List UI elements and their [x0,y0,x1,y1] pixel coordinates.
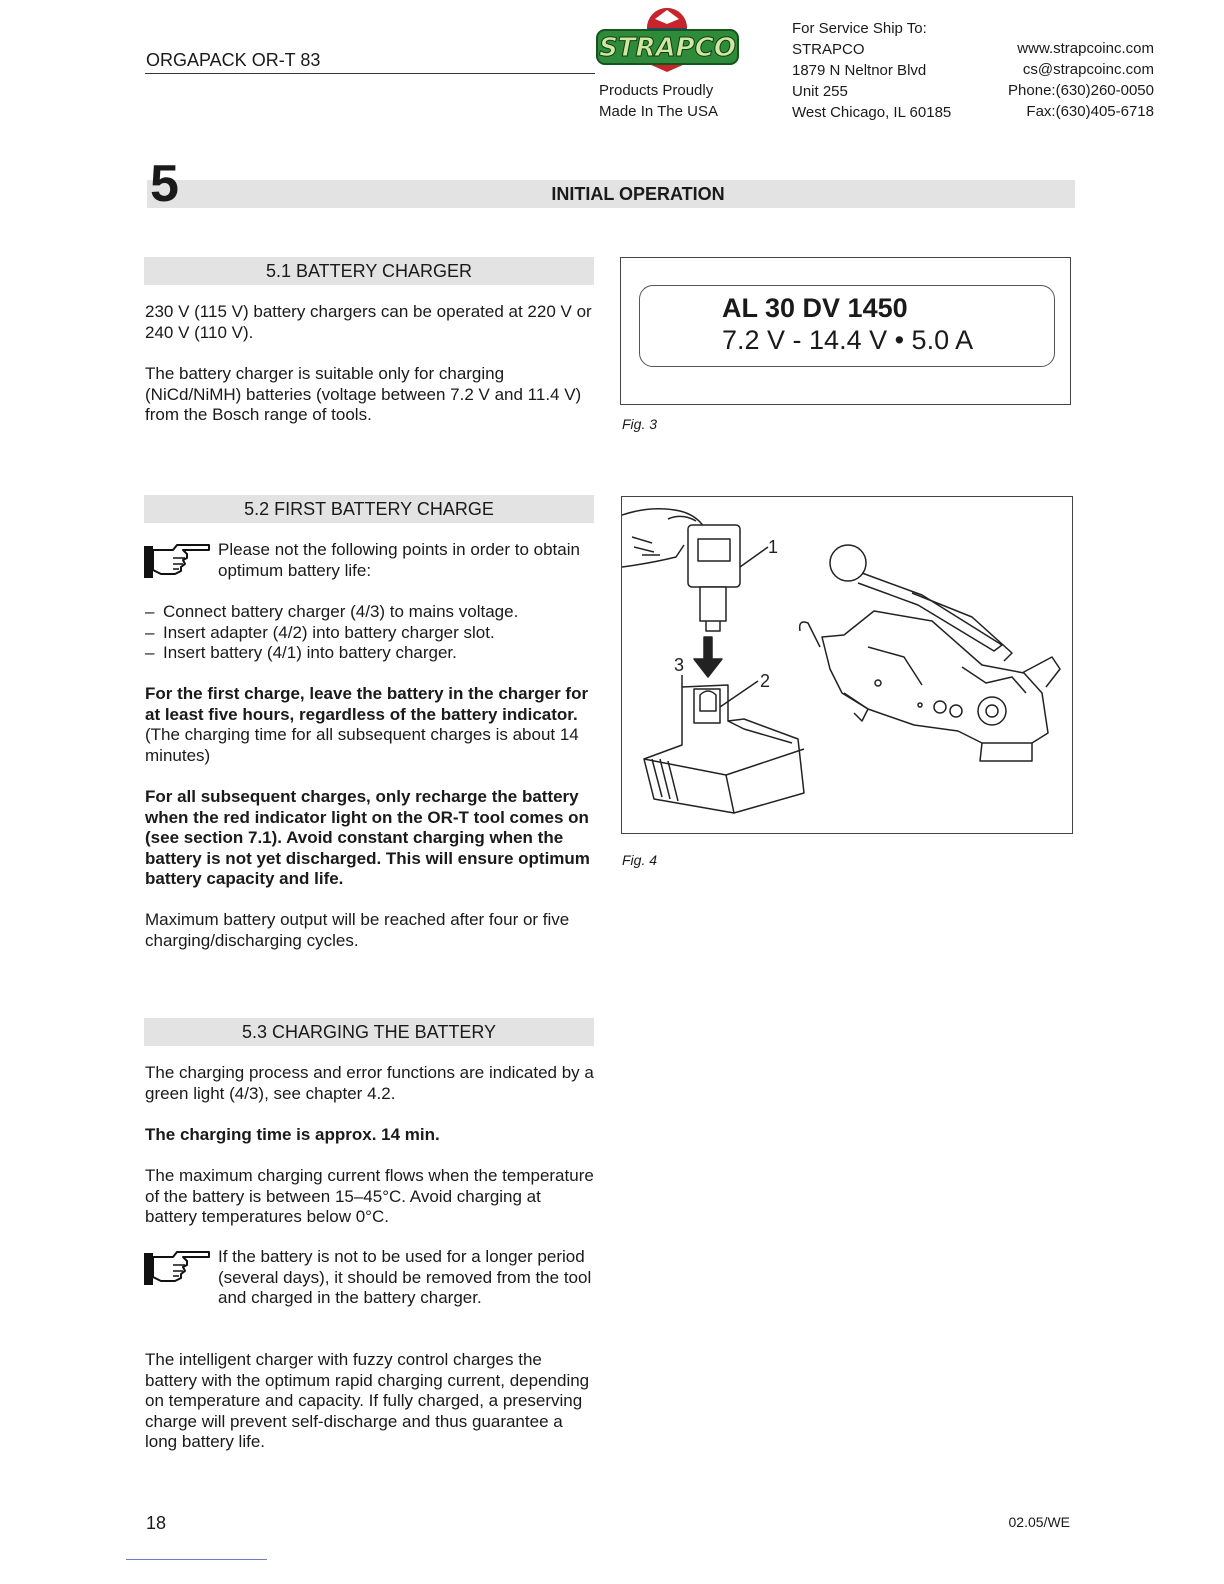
note-text: Please not the following points in order to obtain optimum battery life: [218,540,580,580]
section-heading-5-2: 5.2 FIRST BATTERY CHARGE [144,495,594,523]
pointing-hand-icon [143,1248,211,1288]
service-address: For Service Ship To: STRAPCO 1879 N Neltnor Blvd Unit 255 West Chicago, IL 60185 [792,20,952,121]
pointing-hand-icon [143,541,211,581]
instruction-list [145,602,597,664]
paragraph: The intelligent charger with fuzzy control charges the battery with the optimum rapid charging current, depending on temperature and capacity. If fully charged, a preserving charge will prevent self-discharge and thus guarantee a long battery life. [145,1350,590,1452]
callout-3: 3 [674,655,685,675]
paragraph: The maximum charging current flows when the temperature of the battery is between 15–45°C. Avoid charging at battery temperatures below 0°C. [145,1166,594,1227]
strapco-logo [595,6,740,72]
phone-number: Phone:(630)260-0050 [1008,82,1154,99]
charger-model: AL 30 DV 1450 [722,293,908,323]
chapter-number: 5 [150,155,179,213]
logo-caption: Products Proudly Made In The USA [599,82,718,120]
note-text: If the battery is not to be used for a longer period (several days), it should be removed from the tool and charged in the battery charger. [218,1247,592,1308]
paragraph: Maximum battery output will be reached after four or five charging/discharging cycles. [145,910,570,950]
section-heading-5-1: 5.1 BATTERY CHARGER [144,257,594,285]
figure-caption: Fig. 4 [622,852,658,868]
document-title: ORGAPACK OR-T 83 [146,50,321,70]
paragraph: For all subsequent charges, only recharge the battery when the red indicator light on the OR-T tool comes on (see section 7.1). Avoid constant charging when the battery is not yet discharged. This will ensure optimum battery capacity and life. [145,787,590,889]
list-item: – Insert adapter (4/2) into battery charger slot. [145,623,597,644]
svg-text:STRAPCO: STRAPCO [599,33,736,63]
list-item: – Insert battery (4/1) into battery charger. [145,643,597,664]
fax-number: Fax:(630)405-6718 [1026,103,1154,120]
paragraph: For the first charge, leave the battery in the charger for at least five hours, regardless of the battery indicator. (The charging time for all subsequent charges is about 14 minutes) [145,684,589,765]
header-rule [145,73,595,74]
paragraph: The battery charger is suitable only for charging (NiCd/NiMH) batteries (voltage between 7.2 V and 11.4 V) from the Bosch range of tools. [145,364,582,425]
paragraph: The charging process and error functions are indicated by a green light (4/3), see chapter 4.2. [145,1063,594,1103]
battery-charger-illustration [622,497,1070,831]
list-item: – Connect battery charger (4/3) to mains voltage. [145,602,597,623]
paragraph: The charging time is approx. 14 min. [145,1125,440,1144]
paragraph: 230 V (115 V) battery chargers can be operated at 220 V or 240 V (110 V). [145,302,592,342]
revision-code: 02.05/WE [1008,1514,1070,1530]
contact-info [960,38,1154,122]
page-number: 18 [146,1513,167,1533]
chapter-title: INITIAL OPERATION [551,184,725,204]
email-link[interactable]: cs@strapcoinc.com [1022,61,1154,78]
callout-2: 2 [760,671,771,691]
website-link[interactable]: www.strapcoinc.com [1017,40,1154,57]
callout-1: 1 [768,537,779,557]
charger-rating: 7.2 V - 14.4 V • 5.0 A [722,325,974,355]
figure-caption: Fig. 3 [622,416,658,432]
footer-rule [126,1559,267,1560]
section-heading-5-3: 5.3 CHARGING THE BATTERY [144,1018,594,1046]
